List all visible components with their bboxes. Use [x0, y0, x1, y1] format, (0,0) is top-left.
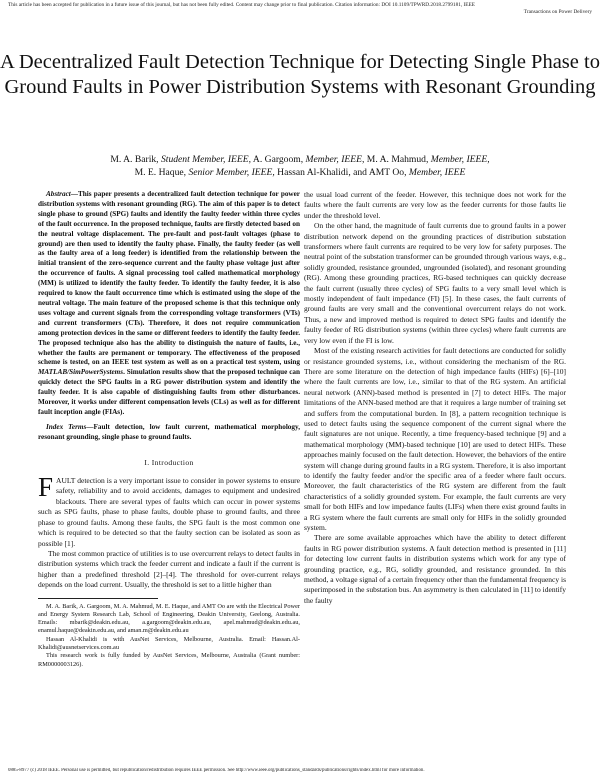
banner-journal: Transactions on Power Delivery — [523, 9, 592, 15]
abstract-dash: — — [70, 190, 78, 198]
right-column — [304, 190, 566, 606]
drop-cap: F — [38, 472, 54, 503]
intro-paragraph-2: The most common practice of utilities is to use overcurrent relays to detect faults in distribution systems which track the feeder current and indicate a fault if the current is higher than a predefined threshold [2]–[4]. The threshold for over-current relays depends on the load current. Usually, the threshold is set to a little higher than — [38, 548, 300, 590]
index-terms-label: Index Terms — [46, 422, 87, 431]
abstract-text-2: . Simulation results show that the proposed technique can quickly detect the SPG faults in a RG power distribution system and identify the faulty feeder. It is also capable of distinguishing faults from other disturbances. Moreover, it works under different compensation levels (CLs) as well as for different fault inception angle (FIAs). — [38, 368, 300, 416]
author-name: M. A. Mahmud, — [366, 154, 429, 165]
author-name: A. Gargoom, — [252, 154, 304, 165]
author-list — [40, 153, 560, 179]
abstract-label: Abstract — [46, 190, 71, 198]
paper-title: A Decentralized Fault Detection Technique for Detecting Single Phase to Ground Faults in Power Distribution Systems with Resonant Grounding — [0, 50, 600, 98]
right-paragraph-4: There are some available approaches which have the ability to detect different faults in RG power distribution systems. A fault detection method is presented in [11] for detecting low current faults in distribution systems which work for any type of grounding practice, e.g., RG, solidly grounded, and resistance grounded. In this method, a voltage signal of a certain frequency other than the fundamental frequency is superimposed in the substation bus. An asymmetry is then calculated in [11] to identify the faulty — [304, 533, 566, 605]
footnote-affiliation-ausnet: Hassan Al-Khalidi is with AusNet Services, Melbourne, Australia. Email: Hassan.Al-Khalidi@ausnetservices.com.au — [38, 635, 300, 652]
author-name: M. E. Haque, — [134, 167, 187, 178]
author-role: Member, IEEE, — [430, 154, 490, 165]
banner-notice: This article has been accepted for publication in a future issue of this journal, but has not been fully edited. Content may change prior to final publication. Citation information: DOI 10.1109/TPWRD.2018.2799181, IEEE — [8, 2, 475, 8]
index-terms — [38, 423, 300, 443]
abstract-tool: MATLAB/SimPowerSystems — [38, 368, 124, 377]
preprint-banner — [8, 2, 592, 16]
abstract-text-1: This paper presents a decentralized fault detection technique for power distribution systems with resonant grounding (RG). The aim of this paper is to detect single phase to ground (SPG) faults and identify the faulty feeder within three cycles of the fault occurrence. In the proposed technique, faults are firstly detected based on the neutral voltage displacement. The pre-fault and post-fault voltages (phase to ground) are then used to identify the faulty phase. Finally, the faulty feeder (as well as the faulty area of a long feeder) is identified from the relationship between the initial transient of the zero-sequence current and the faulty phase voltage just after the occurrence of faults. A signal processing tool called mathematical morphology (MM) is utilized to identify the faulty feeder. To identify the faulty feeder, it is also required to know the fault occurrence time which is estimated using the slope of the neutral voltage. The main feature of the proposed scheme is that this technique only uses voltage and current signals from the corresponding voltage transformers (VTs) and current transformers (CTs). Therefore, it does not require communication among protection devices in the same or different feeders to identify the faulty feeder. The proposed technique also has the ability to distinguish the nature of faults, i.e., whether the faults are permanent or temporary. The effectiveness of the proposed scheme is tested, on an IEEE test system as well as on a practical test system, using — [38, 190, 300, 367]
author-name: Hassan Al-Khalidi, and AMT Oo, — [277, 167, 407, 178]
author-role: Student Member, IEEE, — [160, 154, 252, 165]
intro-paragraph-1 — [38, 472, 300, 549]
footnote-divider — [38, 598, 158, 599]
author-role: Member, IEEE — [408, 167, 466, 178]
footnote-affiliation-deakin: M. A. Barik, A. Gargoom, M. A. Mahmud, M. E. Haque, and AMT Oo are with the Electrical Power and Energy System Research Lab, School of Engineering, Deakin University, Geelong, Australia. Emails: mbarik@deakin.edu.au, a.gargoom@deakin.edu.au, apel.mahmud@deakin.edu.au, enamul.haque@deakin.edu.au, and aman.m@deakin.edu.au — [38, 602, 300, 635]
index-terms-dash: — — [86, 422, 94, 431]
author-role: Senior Member, IEEE, — [188, 167, 275, 178]
author-name: M. A. Barik, — [110, 154, 159, 165]
right-paragraph-1: the usual load current of the feeder. However, this technique does not work for the faults where the fault currents are very low as the feeder currents for those faults lie under the threshold level. — [304, 190, 566, 220]
index-terms-text: Fault detection, low fault current, mathematical morphology, resonant grounding, single phase to ground faults. — [38, 422, 300, 441]
abstract — [38, 190, 300, 418]
copyright-footer: 0885-8977 (c) 2018 IEEE. Personal use is permitted, but republication/redistribution requires IEEE permission. See http://www.ieee.org/publications_standards/publications/rights/index.html for more information. — [8, 768, 425, 773]
section-heading-introduction: I. Introduction — [144, 457, 194, 467]
intro-paragraph-1-text: AULT detection is a very important issue to consider in power systems to ensure safety, reliability and to avoid accidents, damages to equipment and undesired blackouts. There are several types of faults which can occur in power systems such as SPG faults, phase to phase faults, double phase to ground faults, and three phase to ground faults. Among these faults, the SPG fault is the most common one which is required to be detected so that the faulty section can be isolated as soon as possible [1]. — [38, 476, 300, 548]
author-role: Member, IEEE, — [305, 154, 365, 165]
footnote-funding: This research work is fully funded by AusNet Services, Melbourne, Australia (Grant number: RM0000003126). — [38, 652, 300, 668]
left-column — [38, 190, 300, 669]
right-paragraph-3: Most of the existing research activities for fault detections are conducted for solidly or resistance grounded systems, i.e., without considering the mechanism of the RG. There are some literature on the detection of high impedance faults (HIFs) [6]–[10] where the fault currents are low, i.e., similar to that of the RG system. An artificial neural network (ANN)-based method is presented in [7] to detect HIFs. The major limitations of the ANN-based method are that it requires a large number of training set and suffers from the computational burden. In [8], a pattern recognition technique is used to detect faults using the sequence component of the current signal where the fault signatures are not unique. Recently, a time frequency-based technique [9] and a mathematical morphology (MM)-based technique [10] are used to detect HIFs. These approaches mainly focused on the fault detection. However, the behaviors of the entire system will change during ground faults in a RG system. Therefore, it is also important to identify the faulty feeder and/or the specific area of a feeder where fault occurs. Moreover, the fault characteristics of the RG system are different from the fault characteristics of a solidly grounded system. For example, the fault currents are very small for both HIFs and low impedance faults (LIFs) when there exist ground faults in a RG system where the fault currents are small only for HIFs in the solidly grounded system. — [304, 346, 566, 532]
right-paragraph-2: On the other hand, the magnitude of fault currents due to ground faults in a power distribution network depend on the grounding practices of distribution substation transformers where fault currents are required to be very low for safety purposes. The neutral point of the substation transformer can be grounded through various ways, e.g., solidly grounded, resistance grounded, ungrounded (isolated), and resonant grounding (RG). Among these grounding practices, RG-based techniques can quickly decrease the fault current (usually three cycles) of SPG faults to a very small level which is mostly independent of fault impedance (FI) [5]. In these cases, the fault currents of ground faults are very small and the conventional overcurrent relays do not work. Thus, a new and improved method is required to detect SPG faults and identify the faulty feeder of RG distribution systems (within three cycles) where fault currents are very low even if the FI is low. — [304, 221, 566, 345]
